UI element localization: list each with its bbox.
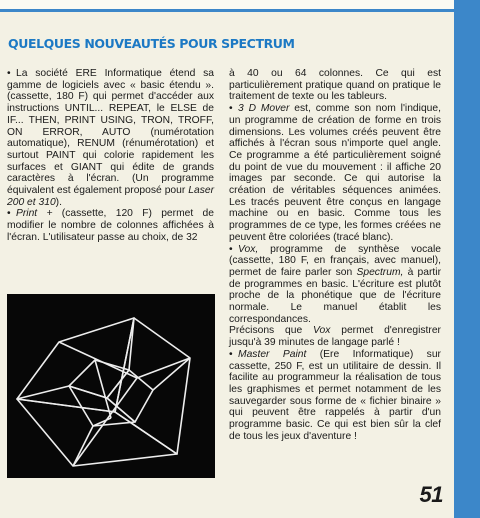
cube-face [115, 318, 190, 454]
cube-edge [137, 358, 190, 378]
bullet: • [229, 243, 233, 255]
cube-edge [153, 358, 190, 390]
paragraph-basic-etendu: • La société ERE Informatique étend sa gamme de logiciels avec « basic étendu ». (cassette, 180 F) qui permet d'accéder aux instructions UNTIL... REPEAT, le ELSE de IF... THEN, PRINT USING, TRON, TROFF, ON ERROR, AUTO (numérotation automatique), RENUM (rénumérotation) et surtout PAINT qui colorie rapidement les surfaces et GIANT qui édite de grands caractères à l'écran. (Un programme équivalent est également proposé pour Laser 200 et 310). [7, 68, 214, 208]
top-rule [0, 0, 454, 12]
paragraph-master-paint: • Master Paint (Ere Informatique) sur cassette, 250 F, est un utilitaire de dessin. Il facilite au programmeur la réalisation de tous les graphismes et permet notamment de les sauvegarder sous forme de « fichier binaire » qui peuvent être rappelés à partir d'un programme basic. Ce qui est bien sûr la clef de tous les jeux d'aventure ! [229, 348, 441, 442]
article-title: QUELQUES NOUVEAUTÉS POUR SPECTRUM [8, 36, 295, 51]
bullet: • [7, 208, 11, 220]
cube-edge [73, 426, 93, 466]
cube-edge [129, 318, 134, 370]
paragraph-vox: • Vox, programme de synthèse vocale (cassette, 180 F, en français, avec manuel), permet de faire parler son Spectrum, à partir de programmes en basic. L'écriture est plutôt proche de la phonétique que de l'écriture normale. Le manuel établit les correspondances. [229, 243, 441, 325]
paragraph-3d-mover: • 3 D Mover est, comme son nom l'indique, un programme de création de forme en trois dimensions. Les volumes créés peuvent être affichés à l'écran sous n'importe quel angle. Ce programme a été particulièrement soigné du point de vue du mouvement : il affiche 20 images par seconde. Ce qui autorise la création de véritables séquences animées. Les tracés peuvent être conçus en langage machine ou en basic. Comme tous les programmes de ce type, les formes créées ne peuvent être coloriées (tracé blanc). [229, 103, 441, 243]
page-number: 51 [419, 482, 443, 507]
inner-cube-face [107, 370, 153, 422]
inner-cube-face [69, 360, 129, 398]
paragraph-print-plus: • Print + (cassette, 120 F) permet de modifier le nombre de colonnes affichées à l'écran. L'utilisateur passe au choix, de 32 [7, 208, 214, 243]
bullet: • [229, 348, 233, 360]
left-column [7, 68, 214, 244]
bullet: • [7, 68, 11, 79]
right-column [229, 68, 441, 443]
page-edge-band [454, 0, 480, 518]
paragraph-colonnes: à 40 ou 64 colonnes. Ce qui est particulièrement pratique quand on pratique le traitement de texte ou les tableurs. [229, 68, 441, 103]
inner-cube-face [69, 386, 135, 426]
paragraph-vox-precision: Précisons que Vox permet d'enregistrer jusqu'à 39 minutes de langage parlé ! [229, 325, 441, 349]
cube-drawing [7, 294, 215, 478]
wireframe-cube-figure [7, 294, 215, 478]
bullet: • [229, 103, 233, 115]
